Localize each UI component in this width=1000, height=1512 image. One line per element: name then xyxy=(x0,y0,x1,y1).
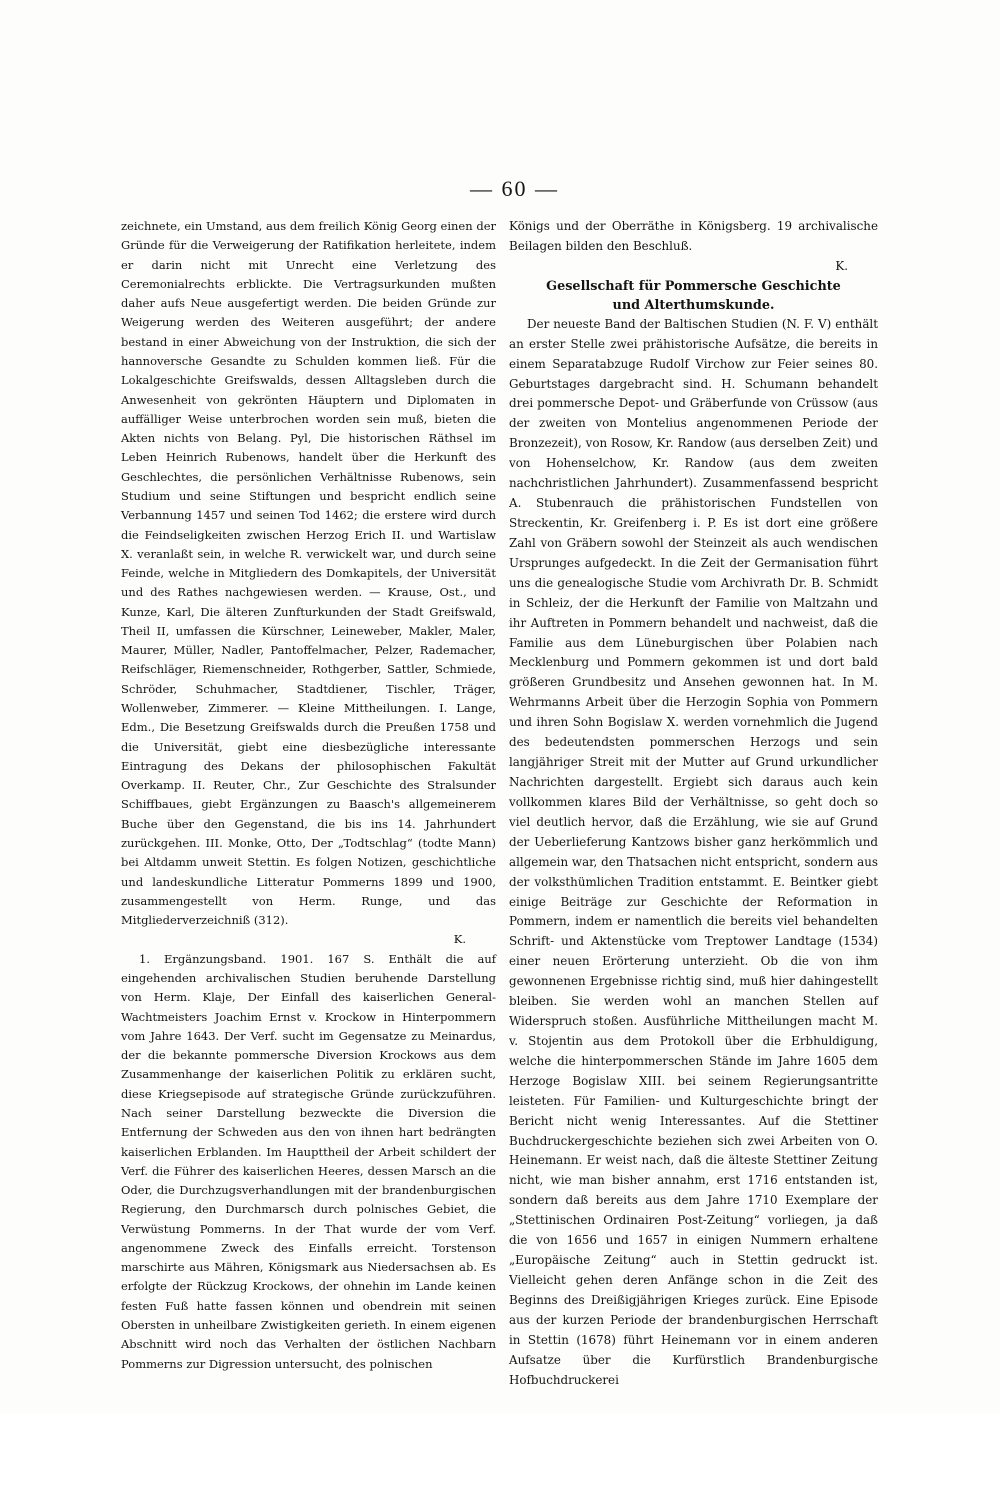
page-number: — 60 — xyxy=(470,176,559,201)
left-paragraph-1: zeichnete, ein Umstand, aus dem freilich König Georg einen der Gründe für die Verweigerung der Ratifikation herleitete, indem er darin nicht mit Unrecht eine Verletzung des Ceremonialrechts erblickte. Die Vertragsurkunden mußten daher aufs Neue ausgefertigt werden. Die beiden Gründe zur Weigerung werden des Weiteren ausgeführt; der andere bestand in einer Abweichung von der Instruktion, die sich der hannoversche Gesandte zu Schulden kommen ließ. Für die Lokalgeschichte Greifswalds, dessen Alltagsleben durch die Anwesenheit von gekrönten Häuptern und Diplomaten in auffälliger Weise unterbrochen worden sein muß, bieten die Akten nichts von Belang. Pyl, Die historischen Räthsel im Leben Heinrich Rubenows, handelt über die Herkunft des Geschlechtes, die persönlichen Verhältnisse Rubenows, sein Studium und seine Stiftungen und bespricht endlich seine Verbannung 1457 und seinen Tod 1462; die erstere wird durch die Feindseligkeiten zwischen Herzog Erich II. und Wartislaw X. veranlaßt sein, in welche R. verwickelt war, und durch seine Feinde, welche in Mitgliedern des Domkapitels, der Universität und des Rathes nachgewiesen werden. — Krause, Ost., und Kunze, Karl, Die älteren Zunfturkunden der Stadt Greifswald, Theil II, umfassen die Kürschner, Leineweber, Makler, Maler, Maurer, Müller, Nadler, Pantoffelmacher, Pelzer, Rademacher, Reifschläger, Riemenschneider, Rothgerber, Sattler, Schmiede, Schröder, Schuhmacher, Stadtdiener, Tischler, Träger, Wollenweber, Zimmerer. — Kleine Mittheilungen. I. Lange, Edm., Die Besetzung Greifswalds durch die Preußen 1758 und die Universität, giebt eine diesbezügliche interessante Eintragung des Dekans der philosophischen Fakultät Overkamp. II. Reuter, Chr., Zur Geschichte des Stralsunder Schiffbaues, giebt Ergänzungen zu Baasch's allgemeinerem Buche über den Gegenstand, die bis ins 14. Jahrhundert zurückgehen. III. Monke, Otto, Der „Todtschlag“ (todte Mann) bei Altdamm unweit Stettin. Es folgen Notizen, geschichtliche und landeskundliche Litteratur Pommerns 1899 und 1900, zusammengestellt von Herm. Runge, und das Mitgliederverzeichniß (312). xyxy=(121,219,496,928)
right-column xyxy=(509,217,878,1391)
right-paragraph-2: Der neueste Band der Baltischen Studien (N. F. V) enthält an erster Stelle zwei prähistorische Aufsätze, die bereits in einem Separatabzuge Rudolf Virchow zur Feier seines 80. Geburtstages dargebracht sind. H. Schumann behandelt drei pommersche Depot- und Gräberfunde von Crüssow (aus der zweiten von Montelius angenommenen Periode der Bronzezeit), von Rosow, Kr. Randow (aus derselben Zeit) und von Hohenselchow, Kr. Randow (aus dem zweiten nachchristlichen Jahrhundert). Zusammenfassend bespricht A. Stubenrauch die prähistorischen Fundstellen von Streckentin, Kr. Greifenberg i. P. Es ist dort eine größere Zahl von Gräbern sowohl der Steinzeit als auch wendischen Ursprunges aufgedeckt. In die Zeit der Germanisation führt uns die genealogische Studie vom Archivrath Dr. B. Schmidt in Schleiz, der die Herkunft der Familie von Maltzahn und ihr Auftreten in Pommern behandelt und nachweist, daß die Familie aus dem Lüneburgischen über Polabien nach Mecklenburg und Pommern gekommen ist und dort bald größeren Grundbesitz und Ansehen gewonnen hat. In M. Wehrmanns Arbeit über die Herzogin Sophia von Pommern und ihren Sohn Bogislaw X. werden vornehmlich die Jugend des bedeutendsten pommerschen Herzogs und sein langjähriger Streit mit der Mutter auf Grund urkundlicher Nachrichten dargestellt. Ergiebt sich daraus auch kein vollkommen klares Bild der Verhältnisse, so geht doch so viel deutlich hervor, daß die Erzählung, wie sie auf Grund der Ueberlieferung Kantzows bisher ganz herkömmlich und allgemein war, den Thatsachen nicht entspricht, sondern aus der volksthümlichen Tradition entstammt. E. Beintker giebt einige Beiträge zur Geschichte der Reformation in Pommern, indem er namentlich die bereits viel behandelten Schrift- und Aktenstücke vom Treptower Landtage (1534) einer neuen Erörterung unterzieht. Ob die von ihm gewonnenen Ergebnisse richtig sind, muß hier dahingestellt bleiben. Sie werden wohl an manchen Stellen auf Widerspruch stoßen. Ausführliche Mittheilungen macht M. v. Stojentin aus dem Protokoll über die Erbhuldigung, welche die hinterpommerschen Stände im Jahre 1605 dem Herzoge Bogislaw XIII. bei seinem Regierungsantritte leisteten. Für Familien- und Kulturgeschichte bringt der Bericht nicht wenig Interessantes. Auf die Stettiner Buchdruckergeschichte beziehen sich zwei Arbeiten von O. Heinemann. Er weist nach, daß die älteste Stettiner Zeitung nicht, wie man bisher annahm, erst 1716 entstanden ist, sondern daß bereits aus dem Jahre 1710 Exemplare der „Stettinischen Ordinairen Post-Zeitung“ vorliegen, ja daß die von 1656 und 1657 in einigen Nummern erhaltene „Europäische Zeitung“ auch in Stettin gedruckt ist. Vielleicht gehen deren Anfänge schon in die Zeit des Beginns des Dreißigjährigen Krieges zurück. Eine Episode aus der kurzen Periode der brandenburgischen Herrschaft in Stettin (1678) führt Heinemann vor in einem anderen Aufsatze über die Kurfürstlich Brandenburgische Hofbuchdruckerei xyxy=(509,316,879,1387)
left-signature-1: K. xyxy=(453,932,466,947)
left-column xyxy=(121,217,496,1374)
column-divider xyxy=(501,222,502,1512)
section-heading-line-2: und Alterthumskunde. xyxy=(612,297,775,313)
left-paragraph-2: 1. Ergänzungsband. 1901. 167 S. Enthält die auf eingehenden archivalischen Studien beruhende Darstellung von Herm. Klaje, Der Einfall des kaiserlichen General-Wachtmeisters Joachim Ernst v. Krockow in Hinterpommern vom Jahre 1643. Der Verf. sucht im Gegensatze zu Meinardus, der die bekannte pommersche Diversion Krockows aus dem Zusammenhange der kaiserlichen Politik zu erklären sucht, diese Kriegsepisode auf strategische Gründe zurückzuführen. Nach seiner Darstellung bezweckte die Diversion die Entfernung der Schweden aus den von ihnen hart bedrängten kaiserlichen Erblanden. Im Haupttheil der Arbeit schildert der Verf. die Führer des kaiserlichen Heeres, dessen Marsch an die Oder, die Durchzugsverhandlungen mit der brandenburgischen Regierung, den Durchmarsch durch polnisches Gebiet, die Verwüstung Pommerns. In der That wurde der vom Verf. angenommene Zweck des Einfalls erreicht. Torstenson marschirte aus Mähren, Königsmark aus Niedersachsen ab. Es erfolgte der Rückzug Krockows, der ohnehin im Lande keinen festen Fuß hatte fassen können und obendrein mit seinen Obersten in unheilbare Zwistigkeiten gerieth. In einem eigenen Abschnitt wird noch das Verhalten der östlichen Nachbarn Pommerns zur Digression untersucht, des polnischen xyxy=(121,951,496,1371)
section-heading-line-1: Gesellschaft für Pommersche Geschichte xyxy=(546,278,841,294)
right-paragraph-1: Königs und der Oberräthe in Königsberg. 19 archivalische Beilagen bilden den Beschluß. xyxy=(509,219,878,253)
right-signature-1: K. xyxy=(835,258,848,273)
